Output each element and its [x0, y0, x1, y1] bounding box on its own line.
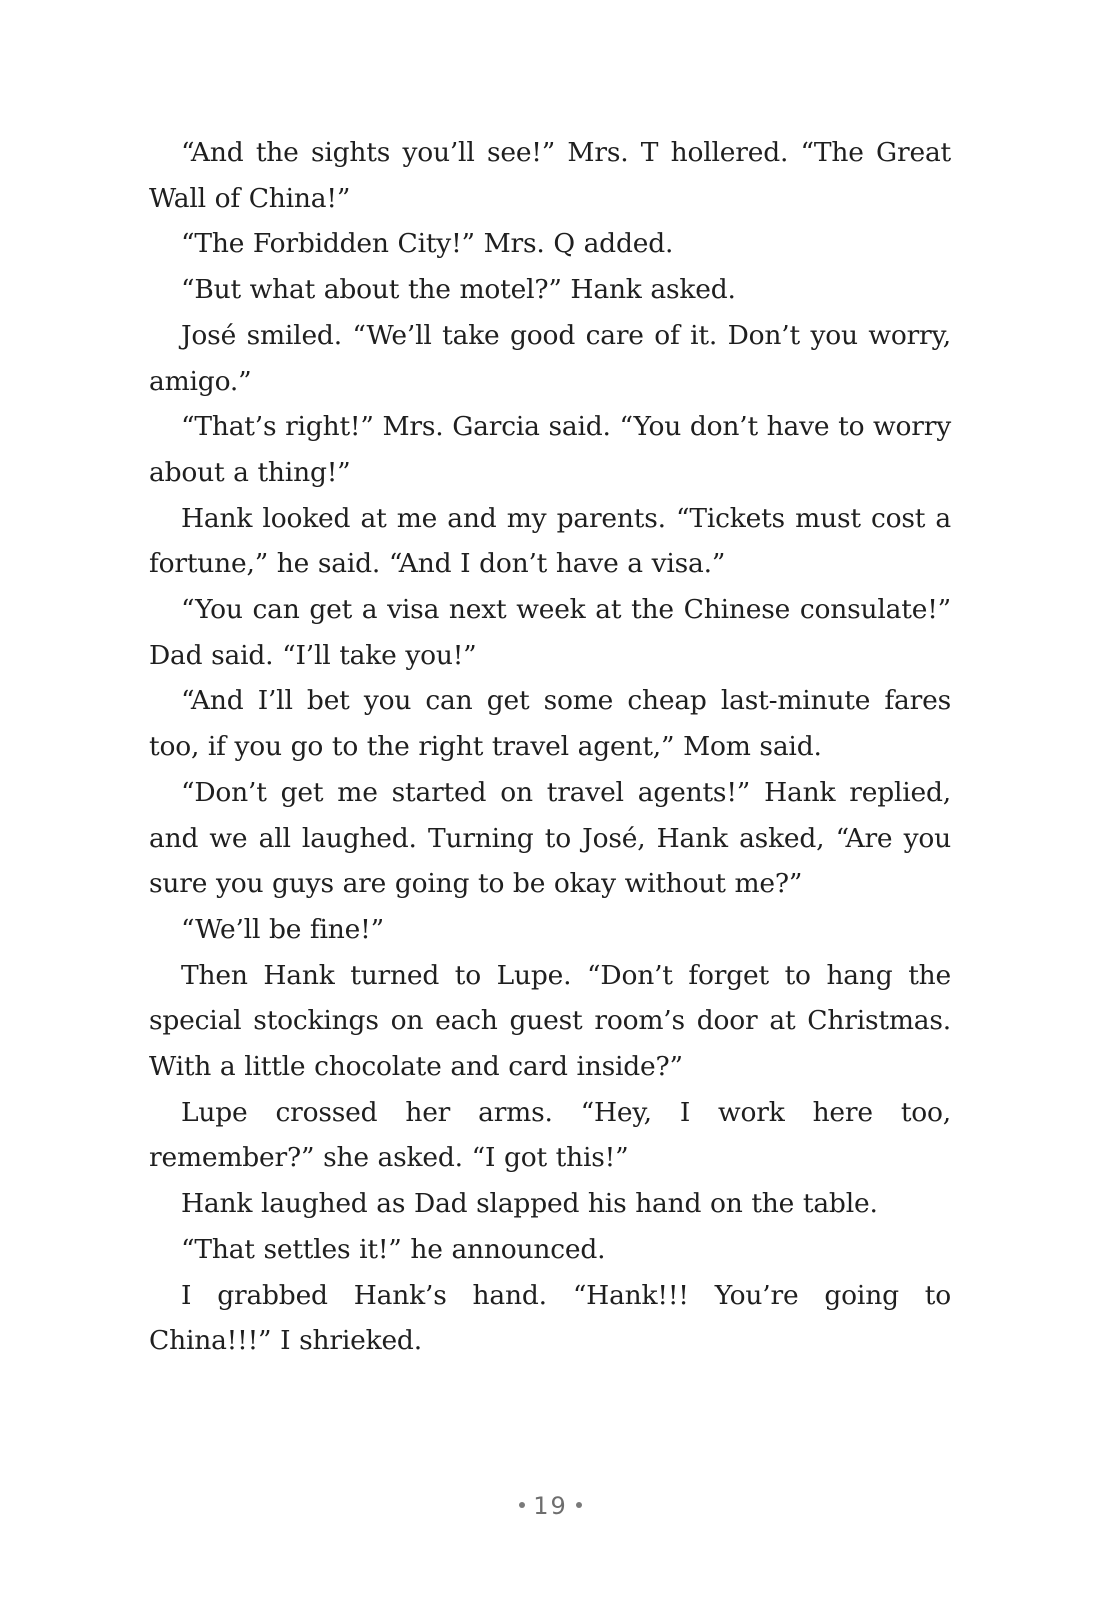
bullet-dot-icon [519, 1502, 525, 1508]
paragraph: Hank looked at me and my parents. “Tickets must cost a fortune,” he said. “And I don’t have a visa.” [149, 502, 951, 580]
paragraph: “Don’t get me started on travel agents!” Hank replied, and we all laughed. Turning to José, Hank asked, “Are you sure you guys are going to be okay without me?” [149, 776, 951, 900]
page-number: 19 [533, 1492, 568, 1520]
paragraph: I grabbed Hank’s hand. “Hank!!! You’re going to China!!!” I shrieked. [149, 1279, 951, 1357]
paragraph: José smiled. “We’ll take good care of it. Don’t you worry, amigo.” [149, 319, 951, 397]
paragraph: “We’ll be fine!” [181, 913, 384, 945]
paragraph: “And the sights you’ll see!” Mrs. T hollered. “The Great Wall of China!” [149, 137, 951, 214]
paragraph: Lupe crossed her arms. “Hey, I work here too, remember?” she asked. “I got this!” [149, 1096, 951, 1174]
paragraph: “The Forbidden City!” Mrs. Q added. [181, 228, 674, 260]
paragraph: “That settles it!” he announced. [181, 1233, 606, 1265]
page-number-footer [0, 1492, 1101, 1520]
paragraph: “But what about the motel?” Hank asked. [181, 274, 736, 306]
paragraph: Then Hank turned to Lupe. “Don’t forget to hang the special stockings on each guest room’s door at Christmas. With a little chocolate and card inside?” [149, 959, 951, 1083]
paragraph: “And I’ll bet you can get some cheap last-minute fares too, if you go to the right travel agent,” Mom said. [149, 685, 951, 763]
body-text [149, 130, 951, 1364]
paragraph: Hank laughed as Dad slapped his hand on the table. [181, 1188, 878, 1220]
bullet-dot-icon [576, 1502, 582, 1508]
paragraph: “That’s right!” Mrs. Garcia said. “You don’t have to worry about a thing!” [149, 411, 951, 488]
paragraph: “You can get a visa next week at the Chinese consulate!” Dad said. “I’ll take you!” [149, 594, 951, 671]
